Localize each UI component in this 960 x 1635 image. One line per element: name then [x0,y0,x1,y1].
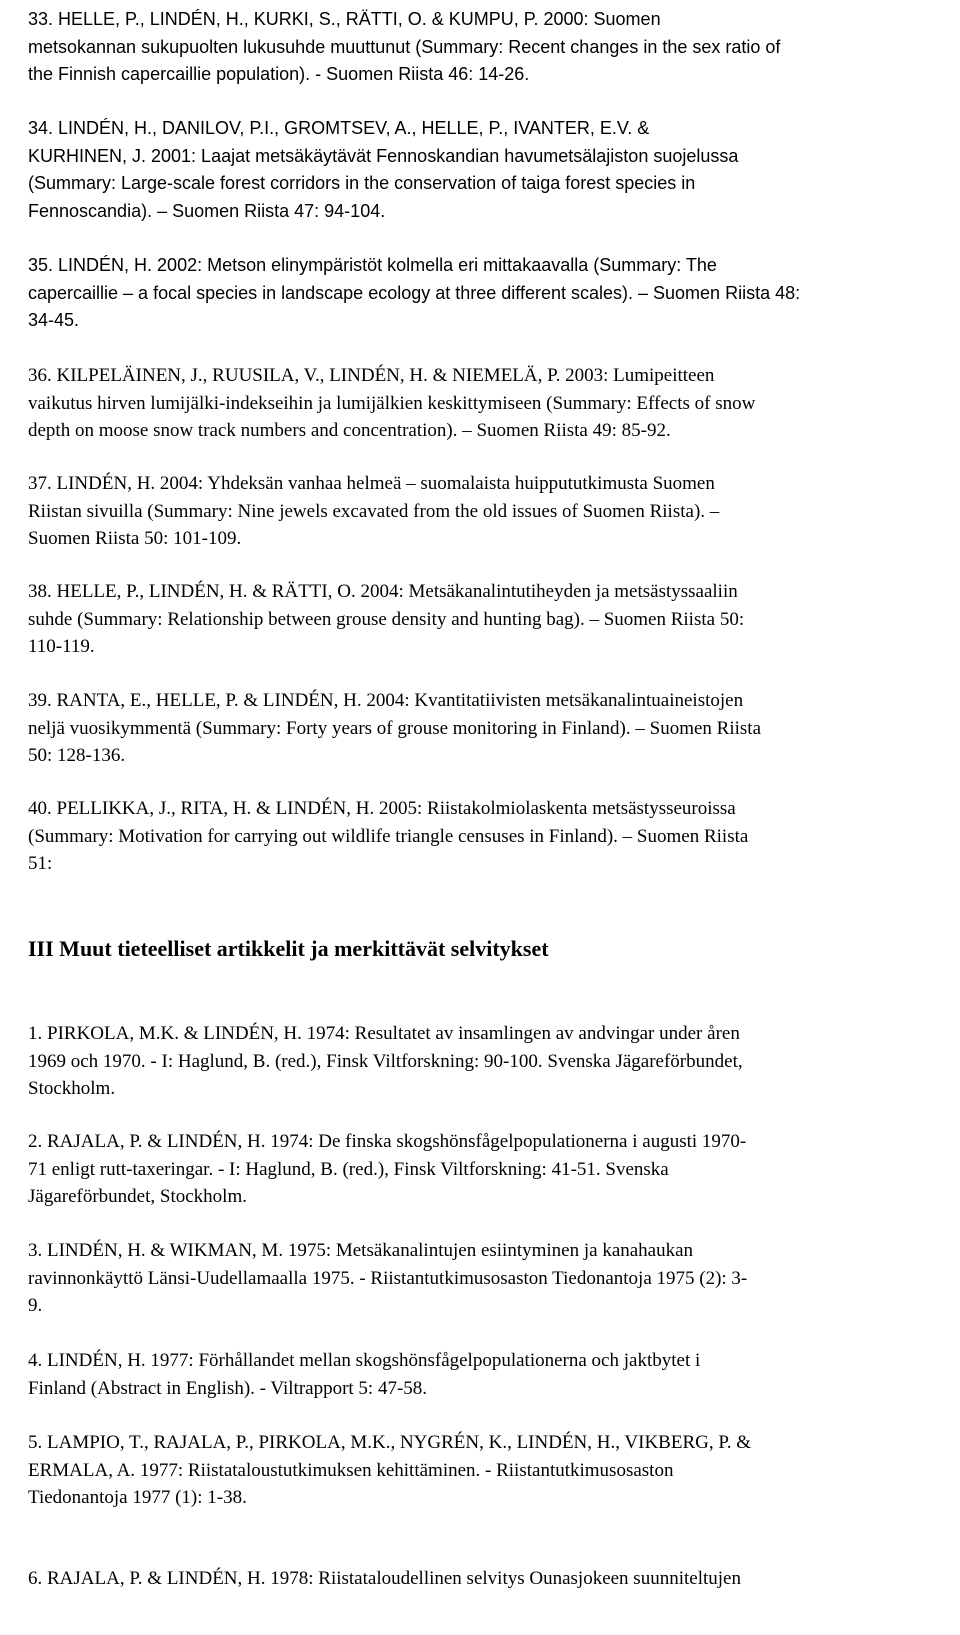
reference-line: 3. LINDÉN, H. & WIKMAN, M. 1975: Metsäkanalintujen esiintyminen ja kanahaukan [28,1240,694,1261]
reference-line: 36. KILPELÄINEN, J., RUUSILA, V., LINDÉN, H. & NIEMELÄ, P. 2003: Lumipeitteen [28,365,715,386]
reference-entry-1 [28,1020,928,1103]
reference-line: Tiedonantoja 1977 (1): 1-38. [28,1487,247,1508]
reference-entry-4 [28,1347,928,1402]
reference-line: 37. LINDÉN, H. 2004: Yhdeksän vanhaa helmeä – suomalaista huippututkimusta Suomen [28,473,715,494]
reference-line: 71 enligt rutt-taxeringar. - I: Haglund, B. (red.), Finsk Viltforskning: 41-51. Svenska [28,1158,669,1180]
reference-line: Riistan sivuilla (Summary: Nine jewels excavated from the old issues of Suomen Riista). – [28,500,720,522]
reference-line: 50: 128-136. [28,745,126,766]
reference-line: 38. HELLE, P., LINDÉN, H. & RÄTTI, O. 2004: Metsäkanalintutiheyden ja metsästyssaaliin [28,581,738,602]
reference-line: Stockholm. [28,1078,116,1099]
reference-line: suhde (Summary: Relationship between grouse density and hunting bag). – Suomen Riista 50: [28,608,745,630]
reference-entry-5 [28,1429,928,1512]
reference-line: Suomen Riista 50: 101-109. [28,528,242,549]
reference-entry-33 [28,6,928,89]
reference-line: 110-119. [28,636,95,657]
reference-line: 9. [28,1295,43,1316]
reference-line: (Summary: Motivation for carrying out wildlife triangle censuses in Finland). – Suomen Riista [28,825,749,847]
reference-line: 34-45. [28,310,80,330]
reference-entry-38 [28,578,928,661]
reference-entry-35 [28,252,928,335]
reference-line: 5. LAMPIO, T., RAJALA, P., PIRKOLA, M.K., NYGRÉN, K., LINDÉN, H., VIKBERG, P. & [28,1432,752,1453]
reference-line: Fennoscandia). – Suomen Riista 47: 94-104. [28,200,386,221]
reference-line: 1. PIRKOLA, M.K. & LINDÉN, H. 1974: Resultatet av insamlingen av andvingar under åren [28,1023,740,1044]
reference-line: neljä vuosikymmentä (Summary: Forty years of grouse monitoring in Finland). – Suomen Riista [28,717,762,739]
reference-line: ravinnonkäyttö Länsi-Uudellamaalla 1975. - Riistantutkimusosaston Tiedonantoja 1975 (2): 3- [28,1267,748,1289]
reference-line: 33. HELLE, P., LINDÉN, H., KURKI, S., RÄTTI, O. & KUMPU, P. 2000: Suomen [28,9,661,29]
reference-line: 40. PELLIKKA, J., RITA, H. & LINDÉN, H. 2005: Riistakolmiolaskenta metsästysseuroissa [28,798,736,819]
reference-line: 34. LINDÉN, H., DANILOV, P.I., GROMTSEV, A., HELLE, P., IVANTER, E.V. & [28,118,650,138]
reference-line: 4. LINDÉN, H. 1977: Förhållandet mellan skogshönsfågelpopulationerna och jaktbytet i [28,1350,701,1371]
reference-entry-6 [28,1565,928,1593]
reference-line: metsokannan sukupuolten lukusuhde muuttunut (Summary: Recent changes in the sex ratio of [28,36,781,57]
reference-line: 51: [28,853,53,874]
reference-line: 6. RAJALA, P. & LINDÉN, H. 1978: Riistataloudellinen selvitys Ounasjokeen suunniteltujen [28,1568,741,1589]
reference-line: Finland (Abstract in English). - Viltrapport 5: 47-58. [28,1377,428,1399]
reference-line: 39. RANTA, E., HELLE, P. & LINDÉN, H. 2004: Kvantitatiivisten metsäkanalintuaineistojen [28,690,744,711]
reference-line: ERMALA, A. 1977: Riistataloustutkimuksen kehittäminen. - Riistantutkimusosaston [28,1459,674,1481]
section-heading: III Muut tieteelliset artikkelit ja merkittävät selvitykset [28,936,549,961]
reference-entry-39 [28,687,928,770]
reference-line: (Summary: Large-scale forest corridors in the conservation of taiga forest species in [28,173,696,193]
reference-line: 1969 och 1970. - I: Haglund, B. (red.), Finsk Viltforskning: 90-100. Svenska Jägareförbundet, [28,1050,743,1072]
reference-line: depth on moose snow track numbers and concentration). – Suomen Riista 49: 85-92. [28,420,671,441]
reference-entry-36 [28,362,928,445]
reference-line: 35. LINDÉN, H. 2002: Metson elinympäristöt kolmella eri mittakaavalla (Summary: The [28,255,717,275]
reference-entry-2 [28,1128,928,1211]
reference-line: vaikutus hirven lumijälki-indekseihin ja lumijälkien keskittymiseen (Summary: Effects of snow [28,392,756,414]
reference-entry-40 [28,795,928,878]
reference-line: the Finnish capercaillie population). - Suomen Riista 46: 14-26. [28,64,530,84]
reference-entry-37 [28,470,928,553]
reference-line: capercaillie – a focal species in landscape ecology at three different scales). – Suomen Riista 48: [28,282,801,303]
reference-entry-34 [28,115,928,225]
reference-line: 2. RAJALA, P. & LINDÉN, H. 1974: De finska skogshönsfågelpopulationerna i augusti 1970- [28,1131,747,1152]
reference-line: Jägareförbundet, Stockholm. [28,1186,247,1207]
reference-entry-3 [28,1237,928,1320]
reference-line: KURHINEN, J. 2001: Laajat metsäkäytävät Fennoskandian havumetsälajiston suojelussa [28,145,739,166]
